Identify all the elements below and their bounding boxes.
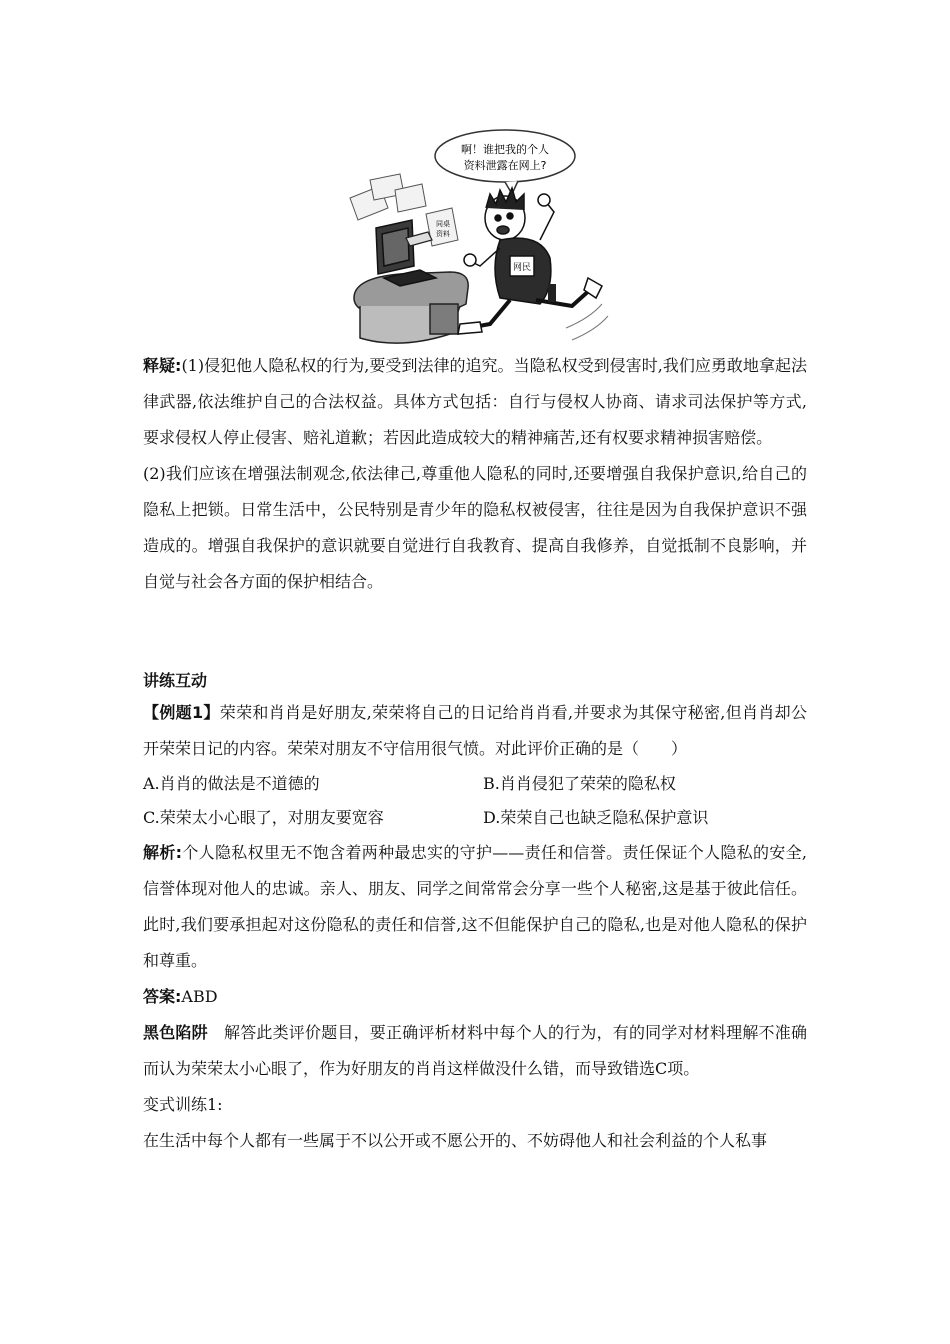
explain-section bbox=[143, 348, 807, 600]
variant-title: 变式训练1: bbox=[143, 1095, 223, 1114]
paper-label-1: 同桌 bbox=[436, 220, 450, 228]
paper-label-2: 资料 bbox=[436, 230, 450, 238]
speech-bubble bbox=[435, 130, 575, 182]
explain-paragraph-2: (2)我们应该在增强法制观念,依法律己,尊重他人隐私的同时,还要增强自我保护意识,给自己的隐私上把锁。日常生活中，公民特别是青少年的隐私权被侵害，往往是因为自我保护意识不强造成的。增强自我保护的意识就要自觉进行自我教育、提高自我修养，自觉抵制不良影响，并自觉与社会各方面的保护相结合。 bbox=[143, 464, 807, 591]
option-c: C.荣荣太小心眼了，对朋友要宽容 bbox=[143, 808, 384, 827]
explain-paragraph-1 bbox=[143, 348, 807, 456]
cartoon-illustration bbox=[340, 128, 610, 350]
example-1-answer bbox=[143, 979, 807, 1015]
analysis-text: 个人隐私权里无不饱含着两种最忠实的守护——责任和信誉。责任保证个人隐私的安全,信誉体现对他人的忠诚。亲人、朋友、同学之间常常会分享一些个人秘密,这是基于彼此信任。此时,我们要承担起对这份隐私的责任和信誉,这不但能保护自己的隐私,也是对他人隐私的保护和尊重。 bbox=[143, 843, 807, 970]
motion-lines bbox=[566, 304, 608, 340]
trap-text: 解答此类评价题目，要正确评析材料中每个人的行为，有的同学对材料理解不准确而认为荣荣太小心眼了，作为好朋友的肖肖这样做没什么错，而导致错选C项。 bbox=[143, 1023, 807, 1078]
cartoon-svg bbox=[340, 128, 610, 350]
example-1-question-text: 荣荣和肖肖是好朋友,荣荣将自己的日记给肖肖看,并要求为其保守秘密,但肖肖却公开荣荣日记的内容。荣荣对朋友不守信用很气愤。对此评价正确的是（ ） bbox=[143, 703, 807, 758]
analysis-label: 解析: bbox=[143, 843, 183, 862]
running-person bbox=[458, 188, 602, 334]
section-heading: 讲练互动 bbox=[143, 671, 208, 690]
trap-label: 黑色陷阱 bbox=[143, 1023, 208, 1042]
answer-label: 答案: bbox=[143, 987, 182, 1006]
example-1-question bbox=[143, 695, 807, 767]
example-1-label: 【例题1】 bbox=[143, 703, 220, 722]
speech-bubble-line-1: 啊！谁把我的个人 bbox=[461, 143, 549, 156]
phone-icon bbox=[548, 284, 556, 302]
answer-text: ABD bbox=[181, 987, 218, 1006]
explain-part-1: (1)侵犯他人隐私权的行为,要受到法律的追究。当隐私权受到侵害时,我们应勇敢地拿起法律武器,依法维护自己的合法权益。具体方式包括：自行与侵权人协商、请求司法保护等方式,要求侵权人停止侵害、赔礼道歉；若因此造成较大的精神痛苦,还有权要求精神损害赔偿。 bbox=[143, 356, 807, 447]
option-b: B.肖肖侵犯了荣荣的隐私权 bbox=[483, 774, 676, 793]
variant-text: 在生活中每个人都有一些属于不以公开或不愿公开的、不妨碍他人和社会利益的个人私事 bbox=[143, 1131, 768, 1150]
example-1-analysis bbox=[143, 835, 807, 979]
speech-bubble-line-2: 资料泄露在网上? bbox=[463, 159, 547, 172]
explain-label: 释疑: bbox=[143, 356, 182, 375]
example-1-options bbox=[143, 767, 807, 835]
option-a: A.肖肖的做法是不道德的 bbox=[143, 774, 320, 793]
black-trap bbox=[143, 1015, 807, 1087]
practice-section bbox=[143, 667, 807, 1159]
shirt-label: 网民 bbox=[512, 263, 532, 273]
option-d: D.荣荣自己也缺乏隐私保护意识 bbox=[483, 808, 709, 827]
